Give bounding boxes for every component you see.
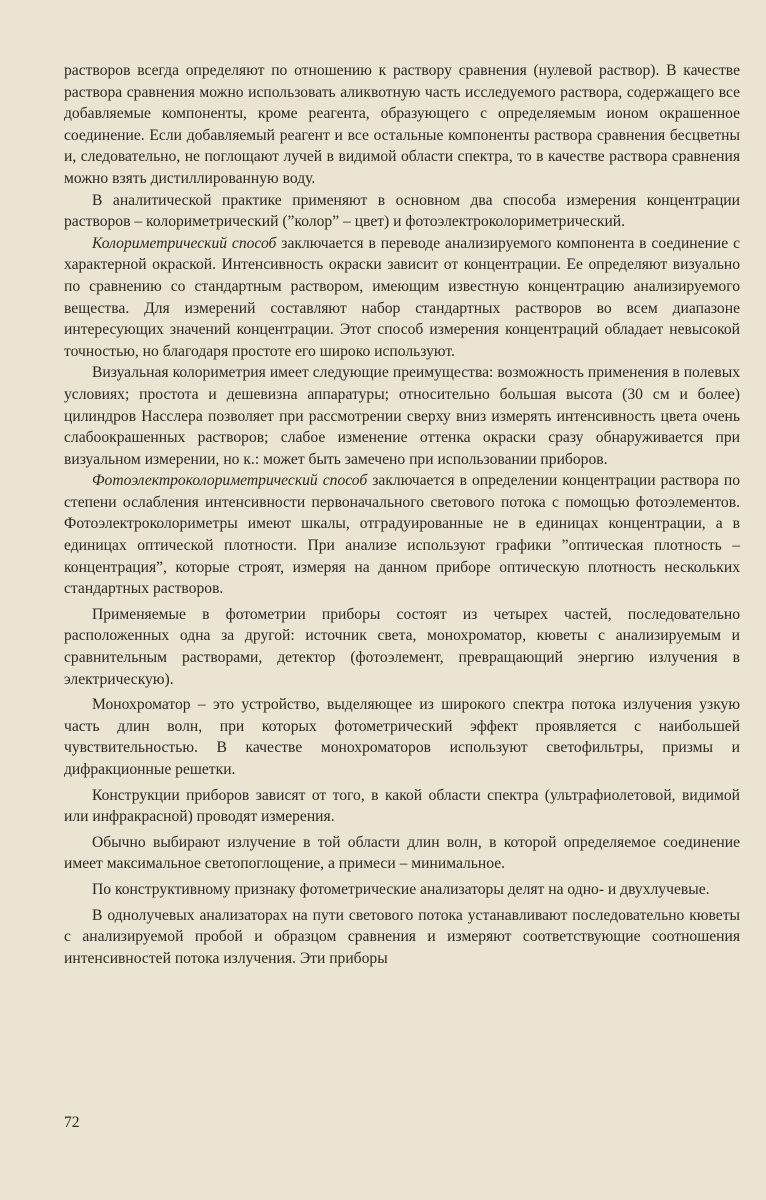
paragraph-6: Применяемые в фотометрии приборы состоят из четырех частей, последовательно расположенных одна за другой: источник света, монохроматор, кюветы с анализируемым и сравнительным растворами, детектор (фотоэлемент, превращающий энергию излучения в электрическую). [64,605,740,688]
paragraph-3 [64,233,740,363]
paragraph-9: Обычно выбирают излучение в той области длин волн, в которой определяемое соединение имеет максимальное светопоглощение, а примеси – минимальное. [64,833,740,873]
paragraph-1: растворов всегда определяют по отношению к раствору сравнения (нулевой раствор). В качестве раствора сравнения можно использовать аликвотную часть исследуемого раствора, содержащего все добавляемые компоненты, кроме реагента, образующего с определяемым ионом окрашенное соединение. Если добавляемый реагент и все остальные компоненты раствора сравнения бесцветны и, следовательно, не поглощают лучей в видимой области спектра, то в качестве раствора сравнения можно взять дистиллированную воду. [64,62,740,187]
page-body-text [64,60,740,969]
paragraph-3-text: заключается в переводе анализируемого компонента в соединение с характерной окраской. Интенсивность окраски зависит от концентрации. Ее определяют визуально по сравнению со стандартным раствором, имеющим известную концентрацию анализируемого вещества. Для измерений составляют набор стандартных растворов во всем диапазоне интересующих значений концентрации. Этот способ измерения концентраций обладает невысокой точностью, но благодаря простоте его широко используют. [64,234,740,360]
paragraph-5-text: заключается в определении концентрации раствора по степени ослабления интенсивности первоначального светового потока с помощью фотоэлементов. Фотоэлектроколориметры имеют шкалы, отградуированные не в единицах концентрации, а в единицах оптической плотности. При анализе используют графики ”оптическая плотность – концентрация”, которые строят, измеряя на данном приборе оптическую плотность нескольких стандартных растворов. [64,472,740,598]
paragraph-10: По конструктивному признаку фотометрические анализаторы делят на одно- и двухлучевые. [92,880,710,898]
term-colorimetric: Колориметрический способ [92,234,277,252]
paragraph-4: Визуальная колориметрия имеет следующие преимущества: возможность применения в полевых условиях; простота и дешевизна аппаратуры; относительно большая высота (30 см и более) цилиндров Насслера позволяет при рассмотрении сверху вниз измерять интенсивность цвета очень слабоокрашенных растворов; слабое изменение оттенка окраски сразу обнаруживается при визуальном измерении, но к.: может быть замечено при использовании приборов. [64,364,740,468]
paragraph-5 [64,470,740,600]
paragraph-2: В аналитической практике применяют в основном два способа измерения концентрации растворов – колориметрический (”колор” – цвет) и фотоэлектроколориметрический. [64,191,740,231]
paragraph-7: Монохроматор – это устройство, выделяющее из широкого спектра потока излучения узкую часть длин волн, при которых фотометрический эффект проявляется с наибольшей чувствительностью. В качестве монохроматоров используют светофильтры, призмы и дифракционные решетки. [64,696,740,778]
paragraph-11: В однолучевых анализаторах на пути светового потока устанавливают последовательно кюветы с анализируемой пробой и образцом сравнения и измеряют соответствующие соотношения интенсивностей потока излучения. Эти приборы [64,906,740,967]
page-number: 72 [64,1114,80,1131]
term-photoelectrocolorimetric: Фотоэлектроколориметрический способ [92,472,368,490]
paragraph-8: Конструкции приборов зависят от того, в какой области спектра (ультрафиолетовой, видимой или инфракрасной) проводят измерения. [64,786,740,826]
